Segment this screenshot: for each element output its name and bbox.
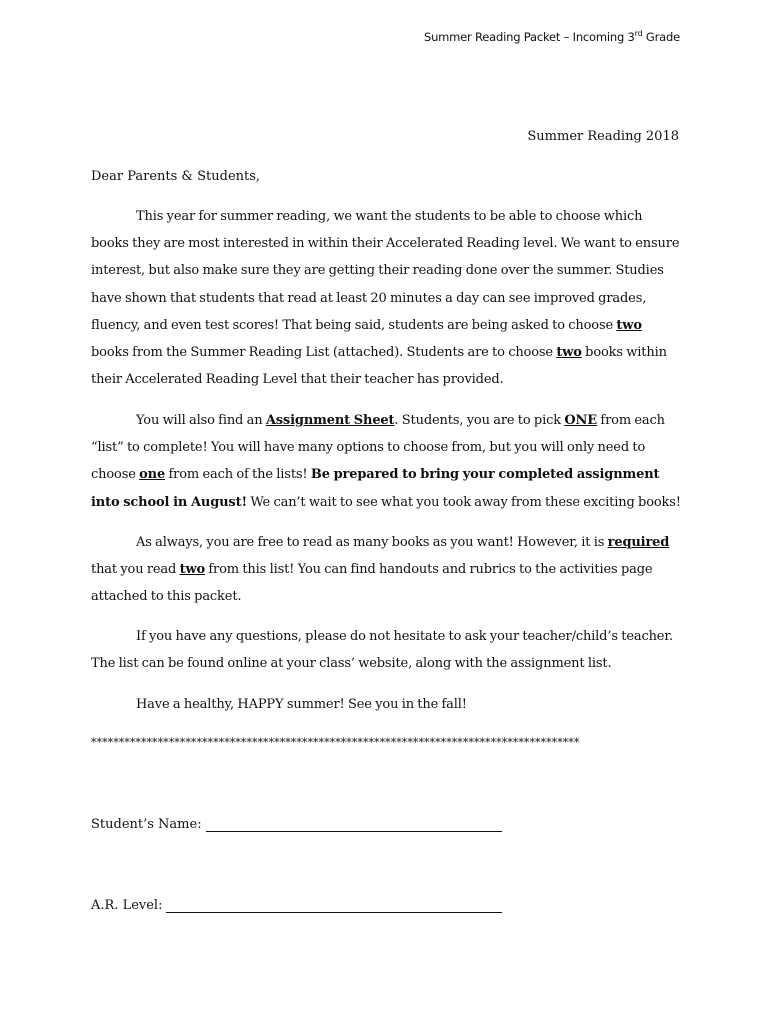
student-name-blank[interactable] bbox=[206, 817, 502, 832]
student-name-label: Student’s Name: bbox=[91, 817, 202, 832]
ar-level-field[interactable] bbox=[91, 898, 502, 913]
paragraph-2: You will also find an Assignment Sheet. Students, you are to pick ONE from each “list” to complete! You will have many options to choose from, but you will only need to choose one from each of the lists! Be prepared to bring your completed assignment into school in August! We can’t wait to see what you took away from these exciting books! bbox=[91, 413, 681, 510]
paragraph-1: This year for summer reading, we want the students to be able to choose which books they are most interested in within their Accelerated Reading level. We want to ensure interest, but also make sure they are getting their reading done over the summer. Studies have shown that students that read at least 20 minutes a day can see improved grades, fluency, and even test scores! That being said, students are being asked to choose two books from the Summer Reading List (attached). Students are to choose two books within their Accelerated Reading Level that their teacher has provided. bbox=[91, 209, 680, 388]
paragraph-5: Have a healthy, HAPPY summer! See you in the fall! bbox=[136, 697, 467, 712]
ar-level-blank[interactable] bbox=[166, 898, 502, 913]
ar-level-label: A.R. Level: bbox=[91, 898, 163, 913]
student-name-field[interactable] bbox=[91, 817, 502, 832]
paragraph-4: If you have any questions, please do not hesitate to ask your teacher/child’s teacher. The list can be found online at your class’ website, along with the assignment list. bbox=[91, 629, 673, 672]
page-header: Summer Reading Packet – Incoming 3rd Grade bbox=[423, 29, 680, 44]
dateline: Summer Reading 2018 bbox=[527, 129, 679, 144]
paragraph-3: As always, you are free to read as many books as you want! However, it is required that you read two from this list! You can find handouts and rubrics to the activities page attached to this packet. bbox=[91, 535, 670, 605]
separator-line: **************************************************************************************** bbox=[91, 736, 580, 749]
greeting: Dear Parents & Students, bbox=[91, 169, 261, 184]
